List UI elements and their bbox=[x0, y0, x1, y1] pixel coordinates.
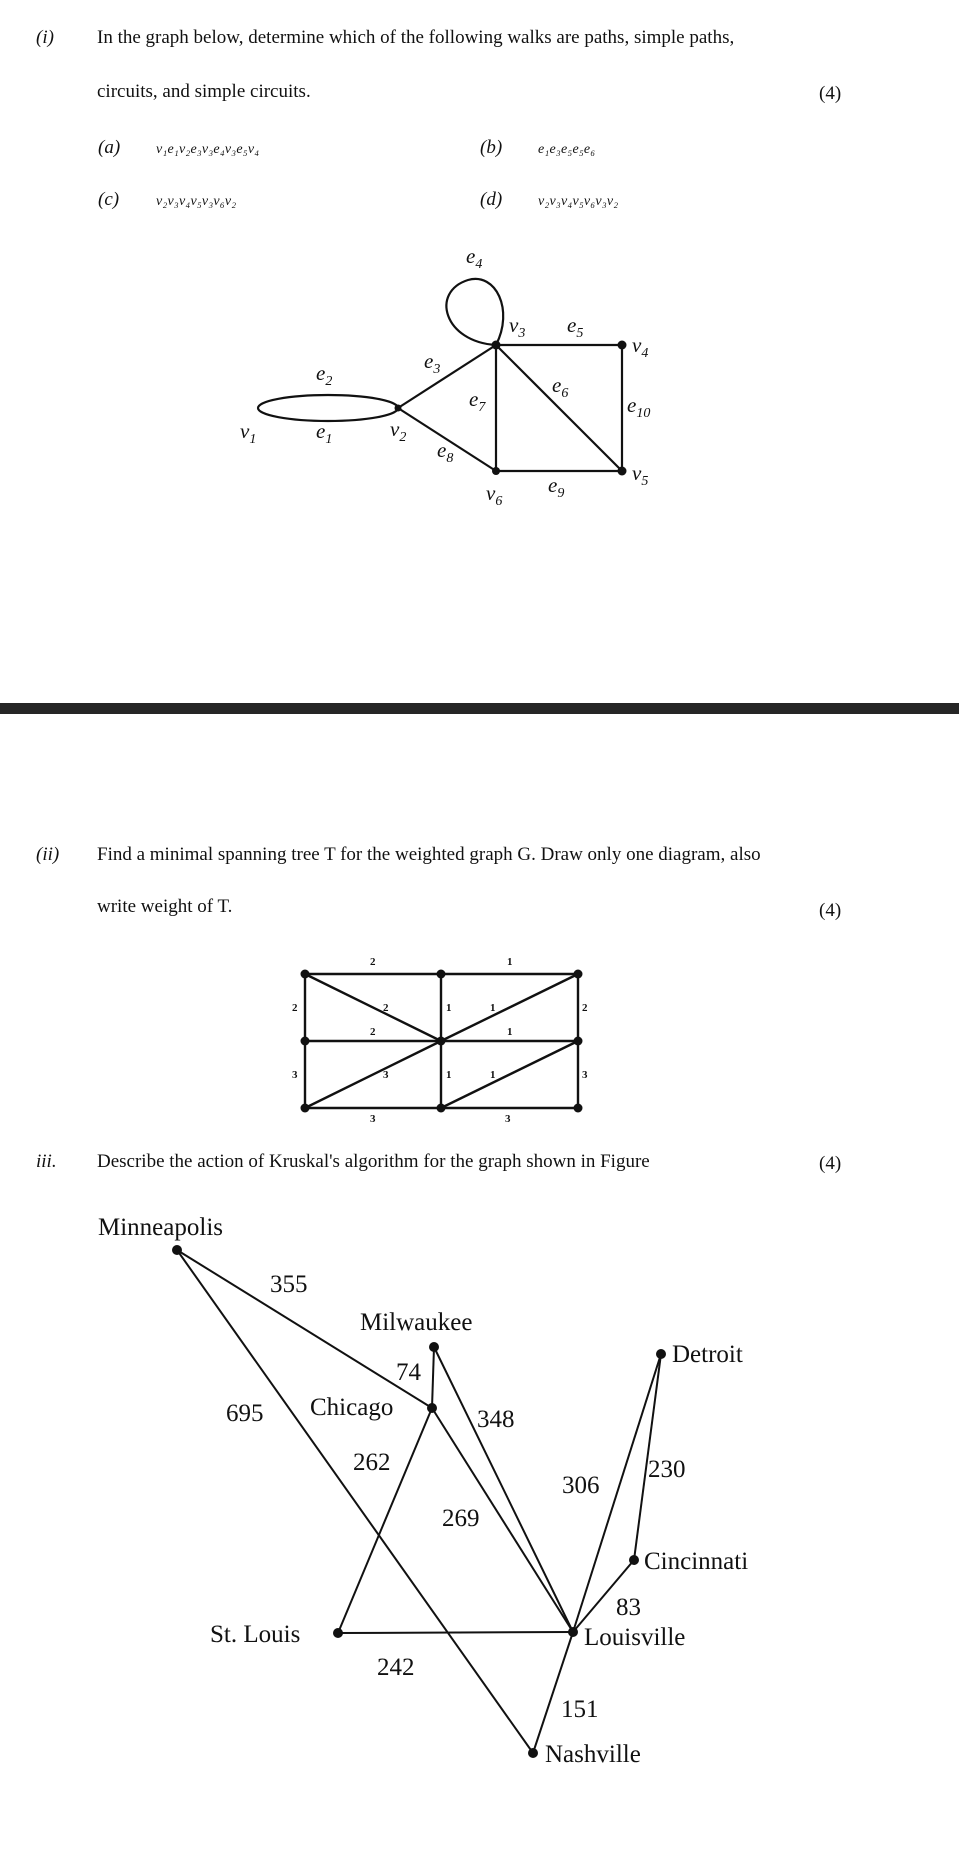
label-v1: $v_1$ bbox=[240, 419, 257, 447]
option-c-label: (c) bbox=[98, 189, 120, 210]
weight-mid-upper: 1 bbox=[446, 1002, 452, 1014]
weight-mid-lower: 1 bbox=[446, 1069, 452, 1081]
city-chicago: Chicago bbox=[310, 1394, 394, 1421]
edge-milwaukee-chicago bbox=[432, 1347, 434, 1408]
label-e2: $e_2$ bbox=[316, 361, 333, 389]
city-cincinnati: Cincinnati bbox=[644, 1548, 749, 1575]
city-chicago-dot bbox=[427, 1403, 437, 1413]
weight-bottom-right: 3 bbox=[505, 1113, 511, 1125]
weight-minneapolis-nashville: 695 bbox=[226, 1400, 264, 1427]
vertex-v3 bbox=[492, 341, 501, 350]
question-2-text-line1: Find a minimal spanning tree T for the weighted graph G. Draw only one diagram, also bbox=[97, 844, 761, 865]
city-detroit: Detroit bbox=[672, 1341, 743, 1368]
city-cincinnati-dot bbox=[629, 1555, 639, 1565]
weight-diag-lower-left: 3 bbox=[383, 1069, 389, 1081]
vertex-v5 bbox=[618, 467, 627, 476]
question-1-text-line2: circuits, and simple circuits. bbox=[97, 81, 311, 102]
weight-chicago-louisville: 269 bbox=[442, 1505, 480, 1532]
weight-louisville-nashville: 151 bbox=[561, 1696, 599, 1723]
option-d-label: (d) bbox=[480, 189, 503, 210]
weight-left-upper: 2 bbox=[292, 1002, 298, 1014]
question-2-number: (ii) bbox=[36, 844, 60, 865]
edge-e4 bbox=[446, 279, 503, 345]
weight-detroit-louisville: 306 bbox=[562, 1472, 600, 1499]
label-e4: $e_4$ bbox=[466, 244, 483, 272]
question-1-number: (i) bbox=[36, 27, 54, 48]
weight-stlouis-louisville: 242 bbox=[377, 1654, 415, 1681]
weight-cincinnati-louisville: 83 bbox=[616, 1594, 641, 1621]
vertex-v6 bbox=[492, 467, 500, 475]
question-1-marks: (4) bbox=[819, 83, 842, 104]
edge-louisville-nashville bbox=[533, 1632, 573, 1753]
city-milwaukee-dot bbox=[429, 1342, 439, 1352]
edge-stlouis-louisville bbox=[338, 1632, 573, 1633]
question-1-text-line1: In the graph below, determine which of the following walks are paths, simple paths, bbox=[97, 27, 735, 48]
option-a-walk: v₁e₁v₂e₃v₃e₄v₃e₅v₄ bbox=[156, 142, 260, 157]
city-louisville: Louisville bbox=[584, 1624, 686, 1651]
weight-middle-right: 1 bbox=[507, 1026, 513, 1038]
weight-minneapolis-chicago: 355 bbox=[270, 1271, 308, 1298]
weight-diag-upper-right: 1 bbox=[490, 1002, 496, 1014]
edge-e3 bbox=[398, 345, 496, 408]
label-e5: $e_5$ bbox=[567, 313, 584, 341]
city-stlouis-dot bbox=[333, 1628, 343, 1638]
weight-left-lower: 3 bbox=[292, 1069, 298, 1081]
graph-2 bbox=[0, 950, 959, 1125]
section-divider bbox=[0, 703, 959, 714]
weight-milwaukee-chicago: 74 bbox=[396, 1359, 421, 1386]
city-nashville-dot bbox=[528, 1748, 538, 1758]
graph-1 bbox=[0, 240, 959, 540]
label-e9: $e_9$ bbox=[548, 473, 565, 501]
weight-diag-upper-left: 2 bbox=[383, 1002, 389, 1014]
question-2-text-line2: write weight of T. bbox=[97, 896, 233, 917]
label-v3: $v_3$ bbox=[509, 313, 526, 341]
label-e8: $e_8$ bbox=[437, 438, 454, 466]
weight-top-left: 2 bbox=[370, 956, 376, 968]
city-milwaukee: Milwaukee bbox=[360, 1309, 473, 1336]
edge-minneapolis-nashville bbox=[177, 1250, 533, 1753]
vertex-v2 bbox=[395, 405, 402, 412]
city-minneapolis: Minneapolis bbox=[98, 1214, 223, 1241]
graph-3 bbox=[0, 1190, 959, 1790]
option-b-label: (b) bbox=[480, 137, 503, 158]
label-e1: $e_1$ bbox=[316, 419, 333, 447]
weight-right-upper: 2 bbox=[582, 1002, 588, 1014]
city-louisville-dot bbox=[568, 1627, 578, 1637]
city-nashville: Nashville bbox=[545, 1741, 641, 1768]
weight-bottom-left: 3 bbox=[370, 1113, 376, 1125]
option-c-walk: v₂v₃v₄v₅v₃v₆v₂ bbox=[156, 194, 237, 209]
city-minneapolis-dot bbox=[172, 1245, 182, 1255]
edge-e1-e2 bbox=[258, 395, 398, 421]
city-stlouis: St. Louis bbox=[210, 1621, 301, 1648]
edge-e6 bbox=[496, 345, 622, 471]
label-v2: $v_2$ bbox=[390, 417, 407, 445]
label-e3: $e_3$ bbox=[424, 349, 441, 377]
option-a-label: (a) bbox=[98, 137, 121, 158]
question-2-marks: (4) bbox=[819, 900, 842, 921]
city-detroit-dot bbox=[656, 1349, 666, 1359]
label-v6: $v_6$ bbox=[486, 481, 503, 509]
question-3-number: iii. bbox=[36, 1151, 57, 1172]
weight-right-lower: 3 bbox=[582, 1069, 588, 1081]
question-3-marks: (4) bbox=[819, 1153, 842, 1174]
label-e6: $e_6$ bbox=[552, 373, 569, 401]
weight-chicago-stlouis: 262 bbox=[353, 1449, 391, 1476]
weight-detroit-cincinnati: 230 bbox=[648, 1456, 686, 1483]
option-d-walk: v₂v₃v₄v₅v₆v₃v₂ bbox=[538, 194, 619, 209]
label-v4: $v_4$ bbox=[632, 333, 649, 361]
label-v5: $v_5$ bbox=[632, 461, 649, 489]
weight-diag-lower-right: 1 bbox=[490, 1069, 496, 1081]
label-e7: $e_7$ bbox=[469, 387, 486, 415]
edge-milwaukee-louisville bbox=[434, 1347, 573, 1632]
weight-milwaukee-louisville: 348 bbox=[477, 1406, 515, 1433]
option-b-walk: e₁e₃e₅e₅e₆ bbox=[538, 142, 596, 157]
label-e10: $e_{10}$ bbox=[627, 393, 651, 421]
weight-top-right: 1 bbox=[507, 956, 513, 968]
question-3-text: Describe the action of Kruskal's algorithm for the graph shown in Figure bbox=[97, 1151, 650, 1172]
vertex-v4 bbox=[618, 341, 627, 350]
edge-chicago-stlouis bbox=[338, 1408, 432, 1633]
weight-middle-left: 2 bbox=[370, 1026, 376, 1038]
